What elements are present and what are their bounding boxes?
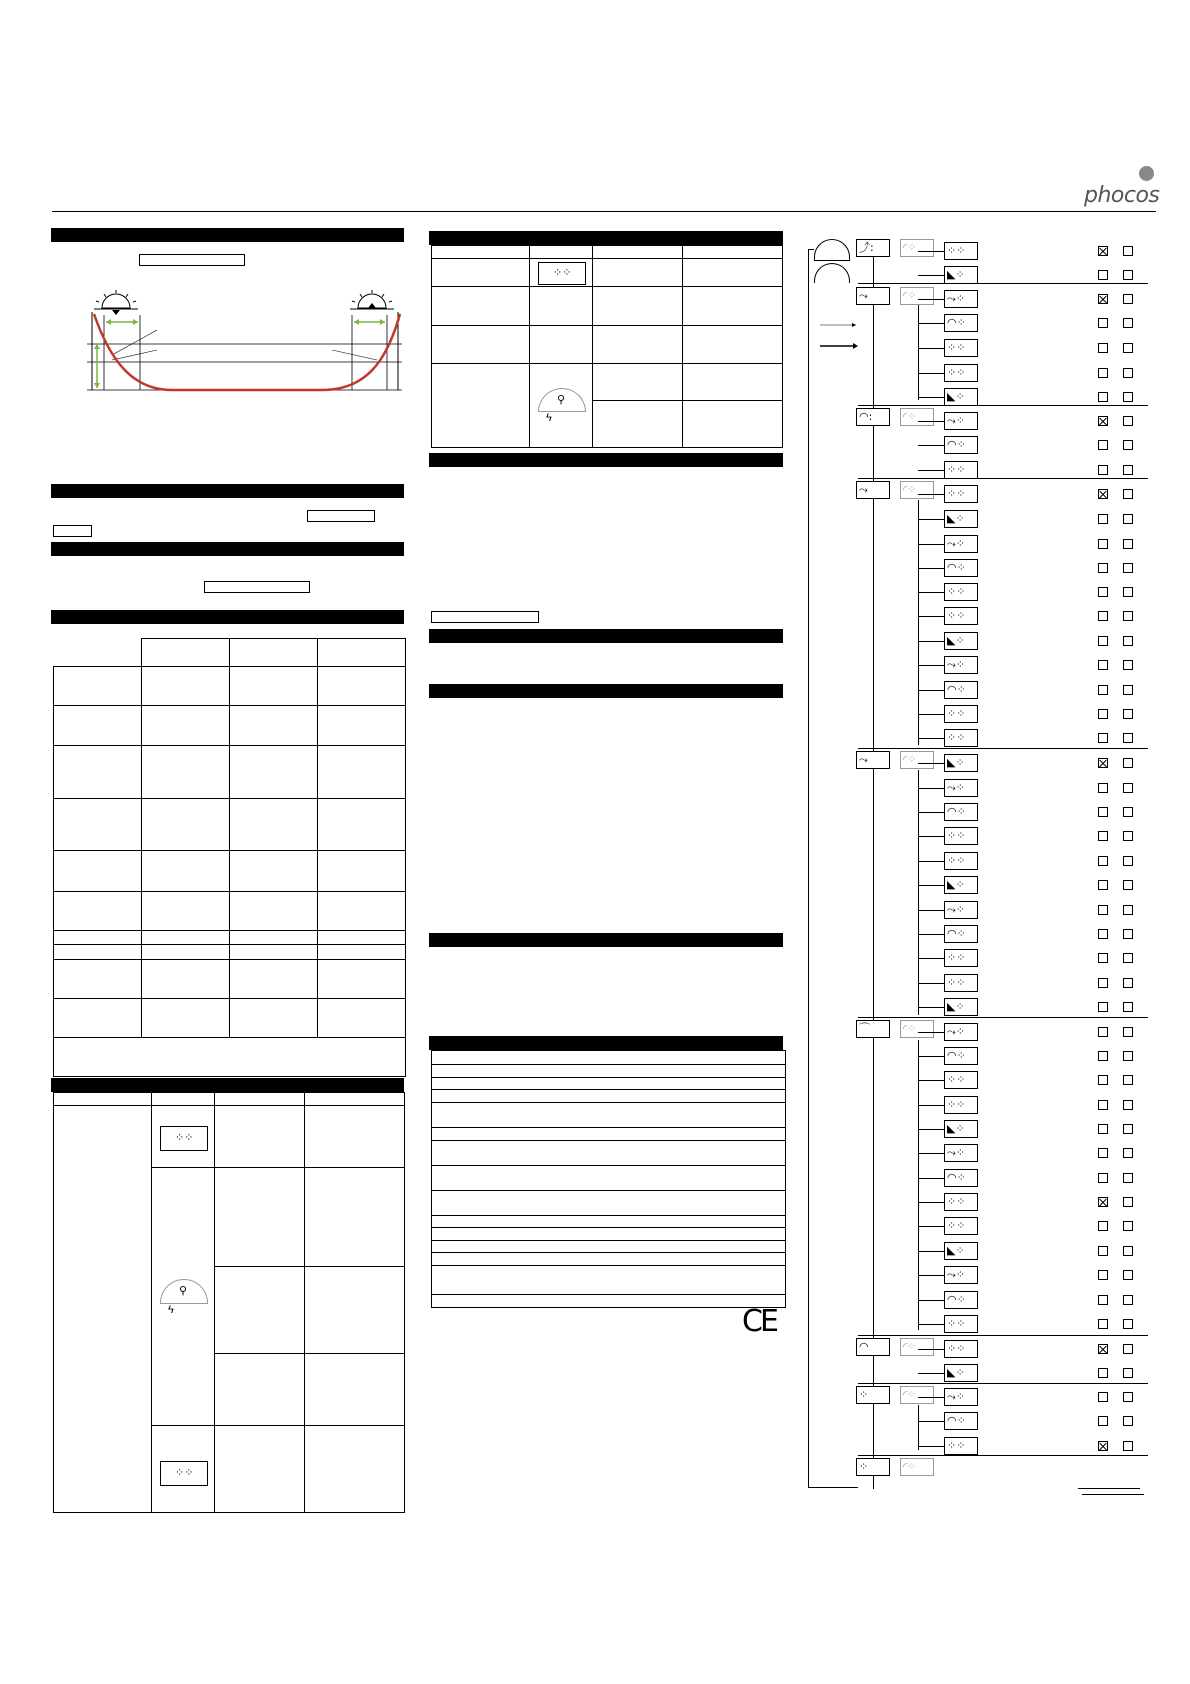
checkbox-col1[interactable] xyxy=(1098,953,1108,963)
option-connector xyxy=(918,323,944,324)
checkbox-col2[interactable] xyxy=(1123,660,1133,670)
checkbox-col1[interactable] xyxy=(1098,587,1108,597)
option-connector xyxy=(918,1275,944,1276)
checkbox-col2[interactable] xyxy=(1123,1246,1133,1256)
sub-box-1: ◜⁘ xyxy=(900,239,934,257)
checkbox-col2[interactable] xyxy=(1123,1173,1133,1183)
option-box: ◠⁘ xyxy=(944,1047,978,1065)
checkbox-col2[interactable] xyxy=(1123,831,1133,841)
checkbox-col2[interactable] xyxy=(1123,343,1133,353)
option-connector xyxy=(918,1202,944,1203)
checkbox-col2[interactable] xyxy=(1123,1148,1133,1158)
option-box: ⤳⁘ xyxy=(944,1023,978,1041)
checkbox-col2[interactable] xyxy=(1123,733,1133,743)
highlight-box-3 xyxy=(53,525,92,537)
option-box: ◠⁘ xyxy=(944,925,978,943)
checkbox-col1[interactable] xyxy=(1098,416,1108,426)
option-connector xyxy=(918,1080,944,1081)
sub-box-7: ◜⁘ xyxy=(900,1338,934,1356)
checkbox-col2[interactable] xyxy=(1123,392,1133,402)
checkbox-col1[interactable] xyxy=(1098,660,1108,670)
option-connector xyxy=(918,1105,944,1106)
option-connector xyxy=(918,397,944,398)
option-connector xyxy=(918,1129,944,1130)
checkbox-col2[interactable] xyxy=(1123,611,1133,621)
option-connector xyxy=(918,714,944,715)
checkbox-col2[interactable] xyxy=(1123,416,1133,426)
checkbox-col2[interactable] xyxy=(1123,1270,1133,1280)
checkbox-col1[interactable] xyxy=(1098,1270,1108,1280)
option-connector xyxy=(918,373,944,374)
menu-box-2: ⤳ xyxy=(856,287,890,305)
spec-table xyxy=(53,638,406,1077)
sub-box-9: ◜⁘ xyxy=(900,1458,934,1476)
checkbox-col1[interactable] xyxy=(1098,1441,1108,1451)
checkbox-col2[interactable] xyxy=(1123,783,1133,793)
checkbox-col2[interactable] xyxy=(1123,1392,1133,1402)
option-box: ◠⁘ xyxy=(944,559,978,577)
checkbox-col1[interactable] xyxy=(1098,685,1108,695)
option-box: ◣⁘ xyxy=(944,632,978,650)
option-connector xyxy=(918,421,944,422)
led-icon-gauge: ⚲ xyxy=(538,388,586,412)
option-connector xyxy=(918,299,944,300)
settings-table xyxy=(431,1050,786,1308)
option-connector xyxy=(918,470,944,471)
menu-box-1: ⤴: xyxy=(856,239,890,257)
flowchart xyxy=(808,235,1148,1505)
menu-box-6: ⌒ xyxy=(856,1020,890,1038)
option-box: ⁘⁘ xyxy=(944,949,978,967)
option-box: ⤳⁘ xyxy=(944,901,978,919)
status-icon-battery: ⁘⁘ xyxy=(160,1126,208,1151)
checkbox-col1[interactable] xyxy=(1098,807,1108,817)
sunrise-icon xyxy=(350,290,394,309)
checkbox-col2[interactable] xyxy=(1123,246,1133,256)
option-connector xyxy=(918,251,944,252)
checkbox-col2[interactable] xyxy=(1123,440,1133,450)
option-connector xyxy=(918,1446,944,1447)
option-connector xyxy=(918,1251,944,1252)
sunset-icon xyxy=(94,290,138,315)
option-box: ⁘⁘ xyxy=(944,242,978,260)
checkbox-col2[interactable] xyxy=(1123,856,1133,866)
option-box: ⤳⁘ xyxy=(944,290,978,308)
sub-box-5: ◜⁘ xyxy=(900,751,934,769)
section-bar-4 xyxy=(51,610,404,624)
option-box: ◣⁘ xyxy=(944,998,978,1016)
section-bar-10 xyxy=(429,933,783,947)
checkbox-col2[interactable] xyxy=(1123,1295,1133,1305)
checkbox-col2[interactable] xyxy=(1123,1002,1133,1012)
checkbox-col1[interactable] xyxy=(1098,636,1108,646)
option-box: ⤳⁘ xyxy=(944,1144,978,1162)
checkbox-col2[interactable] xyxy=(1123,880,1133,890)
night-curve-diagram xyxy=(82,290,407,400)
checkbox-col2[interactable] xyxy=(1123,1124,1133,1134)
checkbox-col1[interactable] xyxy=(1098,929,1108,939)
section-bar-3 xyxy=(51,542,404,556)
option-connector xyxy=(918,1178,944,1179)
checkbox-col2[interactable] xyxy=(1123,270,1133,280)
option-connector xyxy=(918,348,944,349)
option-connector xyxy=(918,861,944,862)
highlight-box-5 xyxy=(431,611,539,623)
sub-box-8: ◜⁘ xyxy=(900,1386,934,1404)
option-connector xyxy=(918,1349,944,1350)
option-box: ◣⁘ xyxy=(944,754,978,772)
menu-box-7: ◠ xyxy=(856,1338,890,1356)
option-connector xyxy=(918,519,944,520)
checkbox-col1[interactable] xyxy=(1098,392,1108,402)
checkbox-col2[interactable] xyxy=(1123,636,1133,646)
checkbox-col1[interactable] xyxy=(1098,758,1108,768)
checkbox-col1[interactable] xyxy=(1098,1124,1108,1134)
checkbox-col1[interactable] xyxy=(1098,343,1108,353)
checkbox-col1[interactable] xyxy=(1098,1221,1108,1231)
section-bar-5 xyxy=(51,1078,404,1092)
status-table xyxy=(53,1092,405,1513)
checkbox-col1[interactable] xyxy=(1098,246,1108,256)
option-box: ◠⁘ xyxy=(944,1412,978,1430)
highlight-box-2 xyxy=(307,510,375,522)
sub-box-2: ◜⁘ xyxy=(900,287,934,305)
menu-box-3: ◠: xyxy=(856,408,890,426)
ce-mark: CE xyxy=(742,1304,776,1339)
option-box: ⁘⁘ xyxy=(944,1096,978,1114)
checkbox-col2[interactable] xyxy=(1123,978,1133,988)
option-connector xyxy=(918,665,944,666)
checkbox-col1[interactable] xyxy=(1098,1100,1108,1110)
option-connector xyxy=(918,445,944,446)
sub-box-3: ◜⁘ xyxy=(900,408,934,426)
checkbox-col1[interactable] xyxy=(1098,539,1108,549)
checkbox-col1[interactable] xyxy=(1098,440,1108,450)
brand-logo: phocos xyxy=(1084,183,1160,208)
led-icon-battery: ⁘⁘ xyxy=(538,262,586,285)
option-box: ⁘⁘ xyxy=(944,852,978,870)
checkbox-col2[interactable] xyxy=(1123,489,1133,499)
checkbox-col2[interactable] xyxy=(1123,1368,1133,1378)
checkbox-col1[interactable] xyxy=(1098,1392,1108,1402)
option-connector xyxy=(918,1300,944,1301)
highlight-box-4 xyxy=(204,581,310,593)
sub-box-4: ◜⁘ xyxy=(900,481,934,499)
option-connector xyxy=(918,690,944,691)
checkbox-col1[interactable] xyxy=(1098,489,1108,499)
option-connector xyxy=(918,641,944,642)
checkbox-col1[interactable] xyxy=(1098,563,1108,573)
option-box: ⁘⁘ xyxy=(944,1193,978,1211)
option-connector xyxy=(918,544,944,545)
option-box: ⁘⁘ xyxy=(944,729,978,747)
checkbox-col2[interactable] xyxy=(1123,1100,1133,1110)
gauge-icon-2 xyxy=(814,263,850,283)
option-box: ⁘⁘ xyxy=(944,974,978,992)
checkbox-col1[interactable] xyxy=(1098,1075,1108,1085)
checkbox-col1[interactable] xyxy=(1098,1416,1108,1426)
checkbox-col2[interactable] xyxy=(1123,1441,1133,1451)
option-box: ◣⁘ xyxy=(944,1364,978,1382)
option-connector xyxy=(918,738,944,739)
option-box: ◠⁘ xyxy=(944,1169,978,1187)
checkbox-col2[interactable] xyxy=(1123,1075,1133,1085)
option-box: ⤳⁘ xyxy=(944,412,978,430)
option-box: ⁘⁘ xyxy=(944,583,978,601)
menu-box-4: ⤳ xyxy=(856,481,890,499)
checkbox-col2[interactable] xyxy=(1123,929,1133,939)
checkbox-col2[interactable] xyxy=(1123,294,1133,304)
checkbox-col1[interactable] xyxy=(1098,1027,1108,1037)
checkbox-col2[interactable] xyxy=(1123,807,1133,817)
option-connector xyxy=(918,788,944,789)
checkbox-col1[interactable] xyxy=(1098,1197,1108,1207)
option-connector xyxy=(918,983,944,984)
option-connector xyxy=(918,592,944,593)
option-connector xyxy=(918,934,944,935)
option-connector xyxy=(918,616,944,617)
option-connector xyxy=(918,1373,944,1374)
option-box: ⤳⁘ xyxy=(944,656,978,674)
option-box: ◣⁘ xyxy=(944,266,978,284)
option-connector xyxy=(918,1397,944,1398)
checkbox-col1[interactable] xyxy=(1098,733,1108,743)
checkbox-col1[interactable] xyxy=(1098,1173,1108,1183)
header-rule xyxy=(52,211,1156,212)
option-box: ⁘⁘ xyxy=(944,485,978,503)
option-connector xyxy=(918,1421,944,1422)
menu-box-9: ⁘ xyxy=(856,1458,890,1476)
option-connector xyxy=(918,910,944,911)
checkbox-col1[interactable] xyxy=(1098,465,1108,475)
checkbox-col2[interactable] xyxy=(1123,1344,1133,1354)
option-connector xyxy=(918,1153,944,1154)
checkbox-col1[interactable] xyxy=(1098,831,1108,841)
option-connector xyxy=(918,836,944,837)
checkbox-col1[interactable] xyxy=(1098,514,1108,524)
checkbox-col2[interactable] xyxy=(1123,685,1133,695)
checkbox-col2[interactable] xyxy=(1123,465,1133,475)
option-box: ◠⁘ xyxy=(944,681,978,699)
option-box: ⤳⁘ xyxy=(944,535,978,553)
checkbox-col1[interactable] xyxy=(1098,856,1108,866)
option-connector xyxy=(918,1007,944,1008)
gauge-icon-1 xyxy=(814,239,850,261)
checkbox-col2[interactable] xyxy=(1123,1051,1133,1061)
checkbox-col1[interactable] xyxy=(1098,1295,1108,1305)
option-box: ⤳⁘ xyxy=(944,779,978,797)
option-box: ◠⁘ xyxy=(944,803,978,821)
option-connector xyxy=(918,958,944,959)
checkbox-col2[interactable] xyxy=(1123,1027,1133,1037)
checkbox-col1[interactable] xyxy=(1098,270,1108,280)
option-box: ⁘⁘ xyxy=(944,1217,978,1235)
section-bar-9 xyxy=(429,684,783,698)
checkbox-col1[interactable] xyxy=(1098,905,1108,915)
status-icon-gauge: ⚲ xyxy=(160,1279,208,1304)
option-box: ⁘⁘ xyxy=(944,1315,978,1333)
option-box: ⁘⁘ xyxy=(944,364,978,382)
menu-box-8: ⁘ xyxy=(856,1386,890,1404)
checkbox-col2[interactable] xyxy=(1123,1319,1133,1329)
option-box: ◣⁘ xyxy=(944,1120,978,1138)
checkbox-col1[interactable] xyxy=(1098,978,1108,988)
option-box: ◣⁘ xyxy=(944,876,978,894)
checkbox-col2[interactable] xyxy=(1123,1416,1133,1426)
checkbox-col1[interactable] xyxy=(1098,783,1108,793)
option-box: ⁘⁘ xyxy=(944,1071,978,1089)
option-connector xyxy=(918,1226,944,1227)
checkbox-col2[interactable] xyxy=(1123,318,1133,328)
brand-dot xyxy=(1139,166,1154,181)
checkbox-col2[interactable] xyxy=(1123,758,1133,768)
section-bar-2 xyxy=(51,484,404,498)
option-box: ⁘⁘ xyxy=(944,1340,978,1358)
option-box: ⤳⁘ xyxy=(944,1388,978,1406)
menu-box-5: ⤳ xyxy=(856,751,890,769)
section-bar-8 xyxy=(429,629,783,643)
option-connector xyxy=(918,1032,944,1033)
option-box: ◣⁘ xyxy=(944,1242,978,1260)
lightning-icon-2: ϟ xyxy=(546,412,552,424)
checkbox-col1[interactable] xyxy=(1098,1148,1108,1158)
option-connector xyxy=(918,568,944,569)
option-connector xyxy=(918,812,944,813)
option-box: ⁘⁘ xyxy=(944,461,978,479)
checkbox-col2[interactable] xyxy=(1123,587,1133,597)
checkbox-col1[interactable] xyxy=(1098,611,1108,621)
led-table xyxy=(431,245,783,448)
option-connector xyxy=(918,1056,944,1057)
option-box: ⁘⁘ xyxy=(944,339,978,357)
option-box: ◣⁘ xyxy=(944,510,978,528)
checkbox-col2[interactable] xyxy=(1123,709,1133,719)
option-box: ⁘⁘ xyxy=(944,607,978,625)
checkbox-col1[interactable] xyxy=(1098,294,1108,304)
checkbox-col1[interactable] xyxy=(1098,1344,1108,1354)
arrow-legend xyxy=(820,320,860,350)
checkbox-col2[interactable] xyxy=(1123,905,1133,915)
section-bar-7 xyxy=(429,453,783,467)
footer-rule xyxy=(1082,1494,1144,1495)
checkbox-col1[interactable] xyxy=(1098,709,1108,719)
option-box: ⤳⁘ xyxy=(944,1266,978,1284)
section-bar-6 xyxy=(429,231,783,245)
checkbox-col1[interactable] xyxy=(1098,368,1108,378)
checkbox-col1[interactable] xyxy=(1098,1002,1108,1012)
option-connector xyxy=(918,763,944,764)
option-box: ◠⁘ xyxy=(944,436,978,454)
checkbox-col1[interactable] xyxy=(1098,1051,1108,1061)
sub-box-6: ◜⁘ xyxy=(900,1020,934,1038)
option-box: ⁘⁘ xyxy=(944,705,978,723)
option-connector xyxy=(918,885,944,886)
option-box: ◠⁘ xyxy=(944,1291,978,1309)
checkbox-col2[interactable] xyxy=(1123,514,1133,524)
lightning-icon: ϟ xyxy=(168,1304,174,1316)
checkbox-col2[interactable] xyxy=(1123,1221,1133,1231)
option-box: ⁘⁘ xyxy=(944,1437,978,1455)
status-icon-error: ⁘⁘ xyxy=(160,1461,208,1486)
section-bar-1 xyxy=(51,228,404,242)
checkbox-col2[interactable] xyxy=(1123,953,1133,963)
checkbox-col2[interactable] xyxy=(1123,1197,1133,1207)
option-connector xyxy=(918,494,944,495)
checkbox-col1[interactable] xyxy=(1098,1246,1108,1256)
checkbox-col1[interactable] xyxy=(1098,880,1108,890)
checkbox-col1[interactable] xyxy=(1098,1319,1108,1329)
checkbox-col2[interactable] xyxy=(1123,563,1133,573)
checkbox-col1[interactable] xyxy=(1098,1368,1108,1378)
section-bar-11 xyxy=(429,1036,783,1050)
option-connector xyxy=(918,1324,944,1325)
option-box: ◣⁘ xyxy=(944,388,978,406)
checkbox-col2[interactable] xyxy=(1123,368,1133,378)
checkbox-col1[interactable] xyxy=(1098,318,1108,328)
option-connector xyxy=(918,275,944,276)
checkbox-col2[interactable] xyxy=(1123,539,1133,549)
option-box: ⁘⁘ xyxy=(944,827,978,845)
option-box: ◠⁘ xyxy=(944,314,978,332)
highlight-box-1 xyxy=(139,254,245,266)
